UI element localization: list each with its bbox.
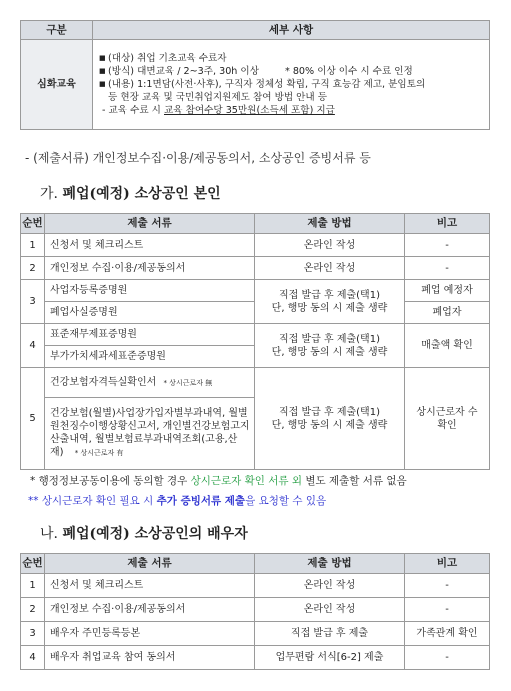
section-a-title: 폐업(예정) 소상공인 본인 — [62, 186, 221, 202]
row-note: - — [405, 257, 490, 280]
row-method: 온라인 작성 — [255, 598, 405, 622]
section-b-prefix: 나. — [40, 526, 63, 542]
square-bullet-icon: ■ — [99, 80, 106, 88]
detail-line-content-cont: 등 현장 교육 및 국민취업지원제도 참여 방법 안내 등 — [108, 92, 328, 103]
row-document: 사업자등록증명원 — [45, 280, 255, 302]
footnote-2-text: ** 상시근로자 확인 필요 시 — [28, 495, 157, 507]
section-b-table — [20, 553, 490, 670]
header-no: 순번 — [21, 214, 45, 234]
section-a-table — [20, 213, 490, 470]
row-note: 매출액 확인 — [405, 324, 490, 368]
footnote-2-text-end: 을 요청할 수 있음 — [245, 495, 327, 507]
row-note: 폐업자 — [405, 302, 490, 324]
header-no: 순번 — [21, 554, 45, 574]
header-category: 구분 — [21, 21, 93, 40]
row-document: 신청서 및 체크리스트 — [45, 234, 255, 257]
header-note: 비고 — [405, 214, 490, 234]
row-document-mark: * 상시근로자 有 — [74, 449, 124, 457]
footnote-1-highlight: 상시근로자 확인 서류 외 — [190, 475, 303, 487]
table-row — [21, 646, 490, 670]
section-b-heading — [40, 523, 248, 543]
row-document — [45, 398, 255, 470]
table-row — [21, 622, 490, 646]
row-note: - — [405, 574, 490, 598]
section-a-prefix: 가. — [40, 186, 63, 202]
row-method: 온라인 작성 — [255, 574, 405, 598]
submission-note: - (제출서류) 개인정보수집·이용/제공동의서, 소상공인 증빙서류 등 — [25, 151, 371, 165]
row-method: 직접 발급 후 제출 — [255, 622, 405, 646]
row-document: 신청서 및 체크리스트 — [45, 574, 255, 598]
education-detail-table — [20, 20, 490, 130]
row-document-mark: * 상시근로자 無 — [163, 378, 213, 387]
row-note: - — [405, 646, 490, 670]
row-note: 폐업 예정자 — [405, 280, 490, 302]
category-cell: 심화교육 — [21, 40, 93, 130]
table-row — [21, 257, 490, 280]
row-document-text: 건강보험자격득실확인서 — [50, 376, 157, 388]
detail-line-allowance-pre: - 교육 수료 시 — [102, 105, 164, 116]
row-document: 폐업사실증명원 — [45, 302, 255, 324]
row-note: - — [405, 234, 490, 257]
row-method: 직접 발급 후 제출(택1) 단, 행망 동의 시 제출 생략 — [255, 368, 405, 470]
row-method: 직접 발급 후 제출(택1) 단, 행망 동의 시 제출 생략 — [255, 324, 405, 368]
header-note: 비고 — [405, 554, 490, 574]
row-number: 5 — [21, 368, 45, 470]
row-document-text: 건강보험(월별)사업장가입자별부과내역, 월별원천징수이행상황신고서, 개인별건강보험고지산출내역, 월별보험료부과내역조회(고용,산재) — [50, 408, 250, 458]
detail-line-completion: * 80% 이상 이수 시 수료 인정 — [284, 66, 413, 77]
section-a-heading — [40, 183, 221, 203]
row-document: 개인정보 수집·이용/제공동의서 — [45, 598, 255, 622]
footnote-1-text: * 행정정보공동이용에 동의할 경우 — [30, 475, 191, 487]
row-document — [45, 368, 255, 398]
row-note: 가족관계 확인 — [405, 622, 490, 646]
table-row — [21, 280, 490, 302]
row-number: 2 — [21, 598, 45, 622]
row-method: 직접 발급 후 제출(택1) 단, 행망 동의 시 제출 생략 — [255, 280, 405, 324]
header-method: 제출 방법 — [255, 554, 405, 574]
detail-line-target: (대상) 취업 기초교육 수료자 — [108, 53, 227, 64]
row-number: 4 — [21, 324, 45, 368]
footnote-1-text-end: 별도 제출할 서류 없음 — [302, 475, 407, 487]
footnote-2 — [28, 493, 326, 508]
row-document: 표준재무제표증명원 — [45, 324, 255, 346]
row-method: 온라인 작성 — [255, 257, 405, 280]
table-row — [21, 234, 490, 257]
square-bullet-icon: ■ — [99, 67, 106, 75]
detail-cell — [93, 40, 490, 130]
row-document: 배우자 주민등록등본 — [45, 622, 255, 646]
section-b-title: 폐업(예정) 소상공인의 배우자 — [62, 526, 248, 542]
square-bullet-icon: ■ — [99, 54, 106, 62]
footnote-2-highlight: 추가 증빙서류 제출 — [156, 495, 246, 507]
row-method: 온라인 작성 — [255, 234, 405, 257]
table-row — [21, 574, 490, 598]
detail-line-content: (내용) 1:1면담(사전·사후), 구직자 정체성 확립, 구직 효능감 제고, 분임토의 — [108, 79, 426, 90]
row-document: 배우자 취업교육 참여 동의서 — [45, 646, 255, 670]
detail-line-method: (방식) 대면교육 / 2~3주, 30h 이상 — [108, 66, 259, 77]
detail-line-allowance: 교육 참여수당 35만원(소득세 포함) 지급 — [164, 105, 335, 116]
row-number: 4 — [21, 646, 45, 670]
header-method: 제출 방법 — [255, 214, 405, 234]
row-document: 개인정보 수집·이용/제공동의서 — [45, 257, 255, 280]
header-document: 제출 서류 — [45, 554, 255, 574]
footnote-1 — [30, 473, 407, 488]
table-row — [21, 324, 490, 346]
table-row — [21, 368, 490, 398]
row-number: 1 — [21, 234, 45, 257]
table-row — [21, 598, 490, 622]
row-number: 2 — [21, 257, 45, 280]
row-number: 1 — [21, 574, 45, 598]
row-number: 3 — [21, 280, 45, 324]
row-note: 상시근로자 수 확인 — [405, 368, 490, 470]
row-document: 부가가치세과세표준증명원 — [45, 346, 255, 368]
header-document: 제출 서류 — [45, 214, 255, 234]
header-detail: 세부 사항 — [93, 21, 490, 40]
row-method: 업무편람 서식[6-2] 제출 — [255, 646, 405, 670]
row-number: 3 — [21, 622, 45, 646]
row-note: - — [405, 598, 490, 622]
